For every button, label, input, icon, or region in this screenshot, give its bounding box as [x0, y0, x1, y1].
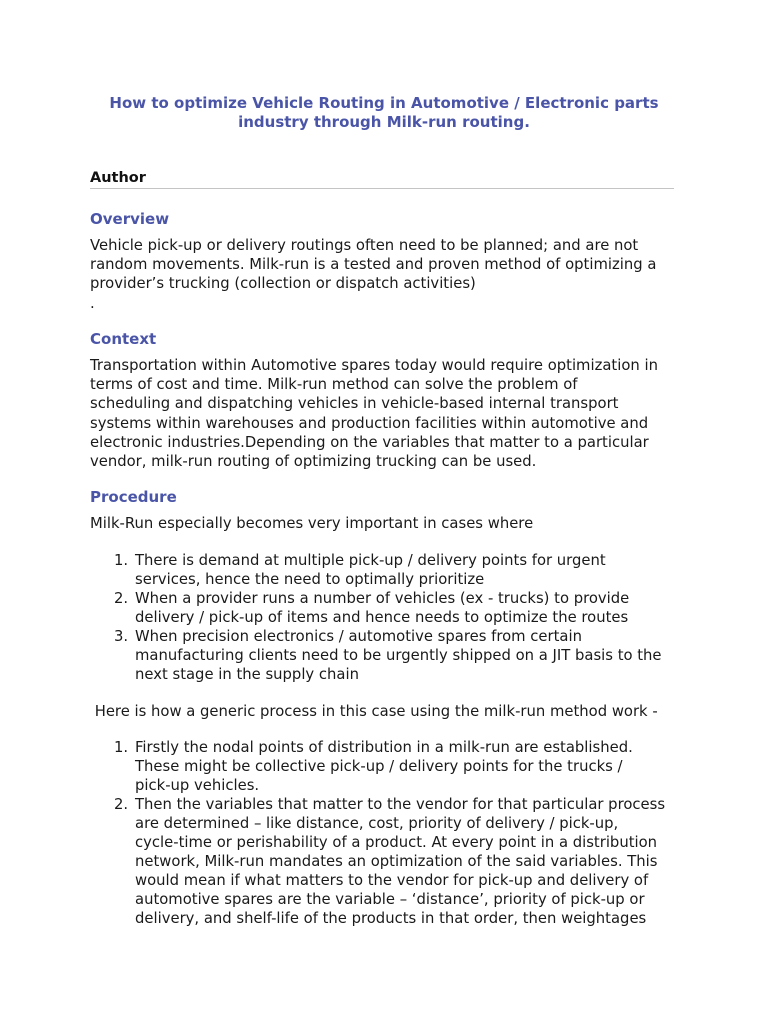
list-item-line: network, Milk-run mandates an optimization of the said variables. This — [135, 853, 658, 870]
author-heading: Author — [90, 170, 674, 189]
context-line: systems within warehouses and production facilities within automotive and — [90, 414, 649, 432]
steps-list — [90, 738, 690, 928]
overview-line: Vehicle pick-up or delivery routings often need to be planned; and are not — [90, 237, 639, 254]
overview-line: random movements. Milk-run is a tested and proven method of optimizing a — [90, 256, 657, 274]
list-number: 2. — [114, 796, 129, 813]
list-item-line: Firstly the nodal points of distribution in a milk-run are established. — [135, 739, 633, 756]
list-number: 1. — [114, 739, 129, 756]
cases-list — [90, 551, 690, 684]
context-line: vendor, milk-run routing of optimizing trucking can be used. — [90, 453, 537, 471]
context-paragraph — [90, 356, 690, 471]
list-number: 2. — [114, 590, 129, 607]
procedure-heading: Procedure — [90, 488, 177, 506]
overview-heading: Overview — [90, 210, 170, 228]
title-line-1: How to optimize Vehicle Routing in Automotive / Electronic parts — [109, 94, 659, 112]
context-line: terms of cost and time. Milk-run method can solve the problem of — [90, 376, 578, 394]
list-item — [90, 738, 690, 795]
list-item — [90, 551, 690, 589]
procedure-intro — [90, 514, 690, 533]
list-number: 1. — [114, 552, 129, 569]
context-line: electronic industries.Depending on the variables that matter to a particular — [90, 433, 649, 451]
list-item-line: would mean if what matters to the vendor for pick-up and delivery of — [135, 872, 649, 889]
procedure-intro-text: Milk-Run especially becomes very important in cases where — [90, 515, 534, 532]
overview-line: provider’s trucking (collection or dispatch activities) — [90, 275, 476, 293]
context-heading: Context — [90, 330, 157, 348]
list-item — [90, 627, 690, 684]
document-title — [90, 94, 678, 132]
list-item — [90, 589, 690, 627]
overview-line: . — [90, 294, 95, 312]
list-item-line: There is demand at multiple pick-up / delivery points for urgent — [135, 552, 606, 569]
list-item-line: next stage in the supply chain — [135, 666, 359, 683]
list-item-line: are determined – like distance, cost, priority of delivery / pick-up, — [135, 815, 619, 832]
list-item-line: When precision electronics / automotive spares from certain — [135, 628, 582, 645]
list-item-line: When a provider runs a number of vehicles (ex - trucks) to provide — [135, 590, 630, 607]
list-item-line: services, hence the need to optimally prioritize — [135, 571, 485, 588]
list-item-line: cycle-time or perishability of a product. At every point in a distribution — [135, 834, 658, 851]
context-line: Transportation within Automotive spares today would require optimization in — [90, 357, 658, 374]
list-item-line: Then the variables that matter to the vendor for that particular process — [135, 796, 666, 813]
context-line: scheduling and dispatching vehicles in vehicle-based internal transport — [90, 395, 619, 413]
overview-paragraph — [90, 236, 690, 313]
list-item-line: delivery, and shelf-life of the products in that order, then weightages — [135, 910, 647, 927]
list-item-line: delivery / pick-up of items and hence needs to optimize the routes — [135, 609, 629, 626]
list-item-line: These might be collective pick-up / delivery points for the trucks / — [135, 758, 623, 775]
title-line-2: industry through Milk-run routing. — [238, 113, 530, 131]
list-item-line: manufacturing clients need to be urgently shipped on a JIT basis to the — [135, 647, 662, 664]
process-intro-text: Here is how a generic process in this case using the milk-run method work - — [90, 703, 658, 720]
process-intro — [90, 702, 690, 721]
list-item-line: pick-up vehicles. — [135, 777, 260, 794]
list-number: 3. — [114, 628, 129, 645]
list-item-line: automotive spares are the variable – ‘distance’, priority of pick-up or — [135, 891, 645, 908]
list-item — [90, 795, 690, 928]
